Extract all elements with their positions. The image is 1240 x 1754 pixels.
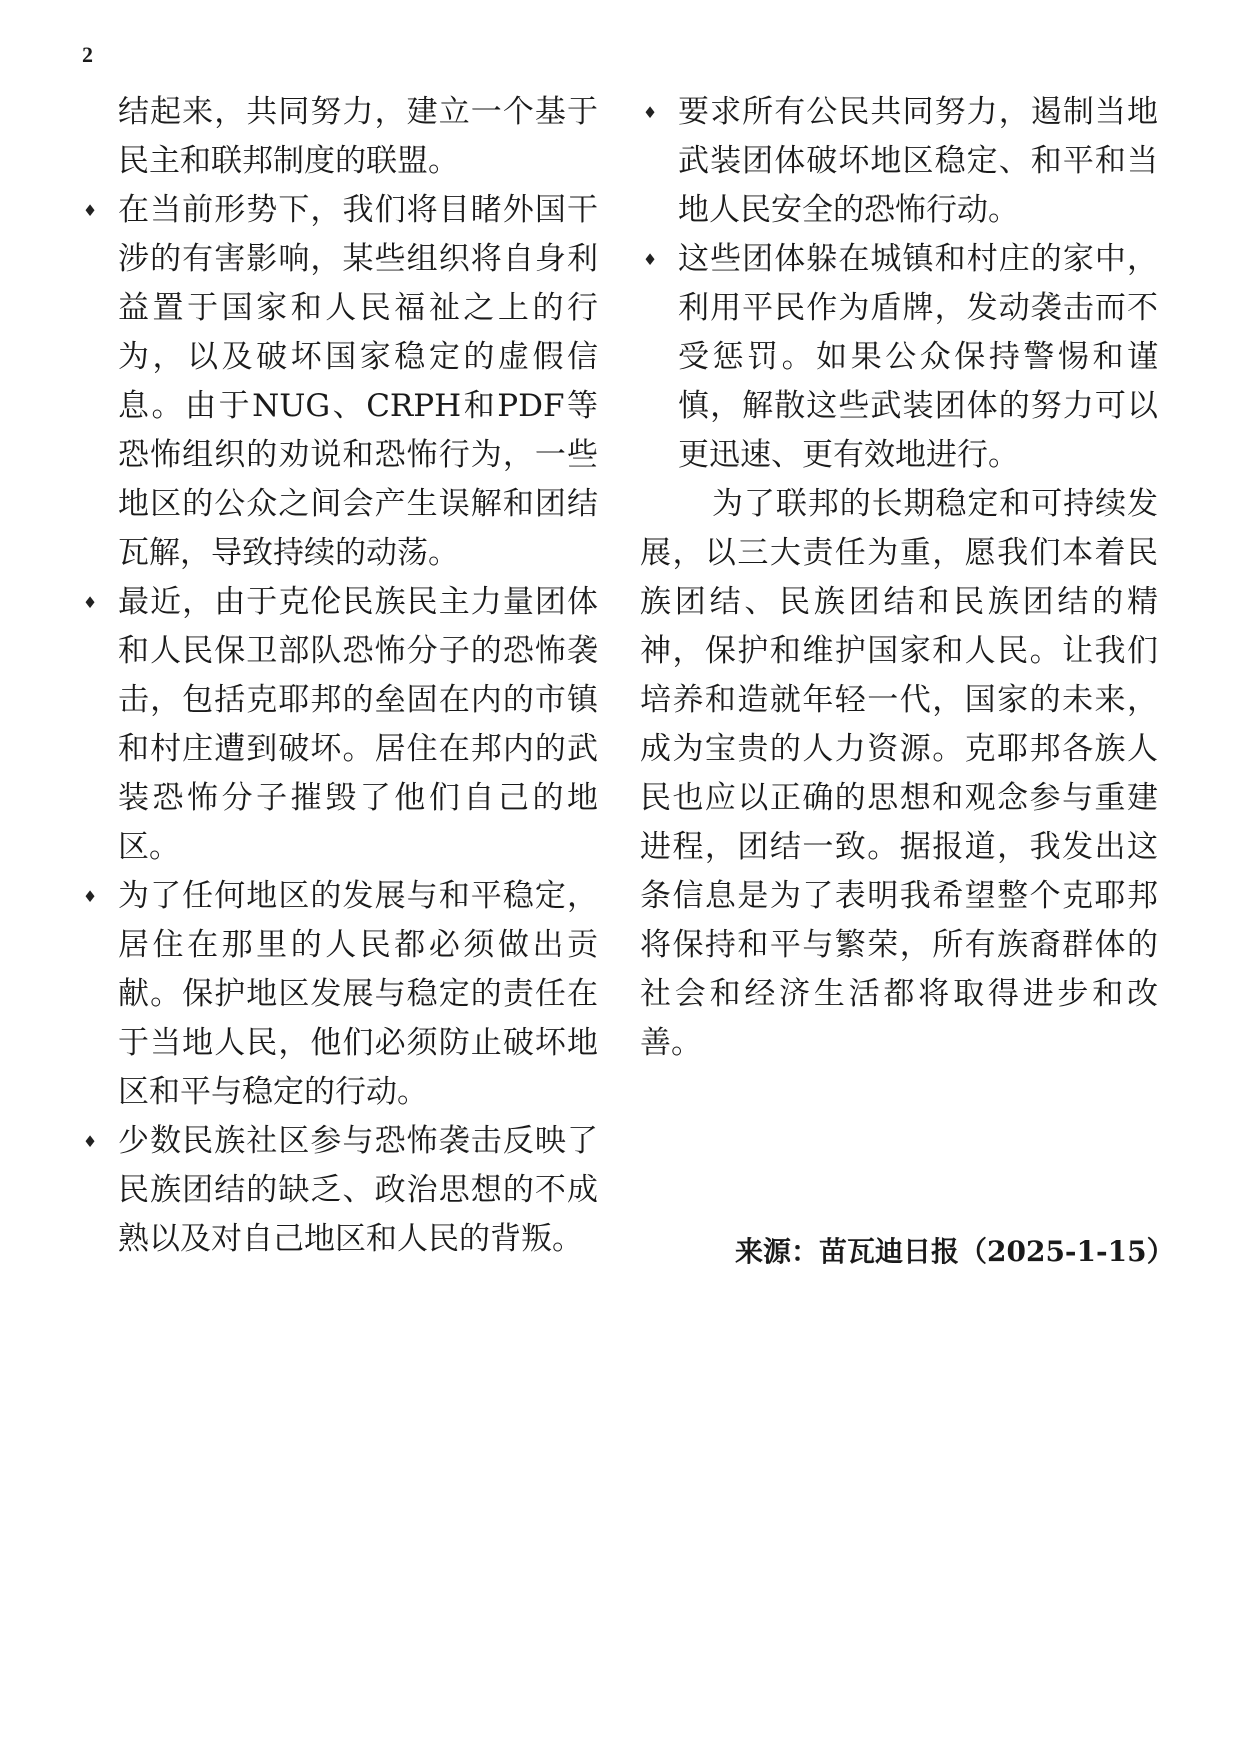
bullet-text: 少数民族社区参与恐怖袭击反映了民族团结的缺乏、政治思想的不成熟以及对自己地区和人民的背叛。 bbox=[118, 1123, 598, 1257]
page-number: 2 bbox=[82, 42, 93, 67]
bullet-text: 在当前形势下，我们将目睹外国干涉的有害影响，某些组织将自身利益置于国家和人民福祉之上的行为，以及破坏国家稳定的虚假信息。由于NUG、CRPH和PDF等恐怖组织的劝说和恐怖行为，一些地区的公众之间会产生误解和团结瓦解，导致持续的动荡。 bbox=[118, 192, 598, 571]
bullet-item bbox=[642, 235, 1158, 480]
diamond-bullet-icon: ♦ bbox=[82, 593, 98, 612]
left-column bbox=[82, 88, 598, 1264]
right-column bbox=[640, 88, 1158, 1068]
diamond-bullet-icon: ♦ bbox=[642, 250, 658, 269]
bullet-text: 最近，由于克伦民族民主力量团体和人民保卫部队恐怖分子的恐怖袭击，包括克耶邦的垒固在内的市镇和村庄遭到破坏。居住在邦内的武装恐怖分子摧毁了他们自己的地区。 bbox=[118, 584, 598, 865]
diamond-bullet-icon: ♦ bbox=[642, 103, 658, 122]
diamond-bullet-icon: ♦ bbox=[82, 887, 98, 906]
bullet-text: 这些团体躲在城镇和村庄的家中，利用平民作为盾牌，发动袭击而不受惩罚。如果公众保持警惕和谨慎，解散这些武装团体的努力可以更迅速、更有效地进行。 bbox=[678, 241, 1158, 473]
bullet-item bbox=[642, 88, 1158, 235]
diamond-bullet-icon: ♦ bbox=[82, 1132, 98, 1151]
bullet-text: 要求所有公民共同努力，遏制当地武装团体破坏地区稳定、和平和当地人民安全的恐怖行动。 bbox=[678, 94, 1158, 228]
source-attribution: 来源：苗瓦迪日报（2025-1-15） bbox=[735, 1235, 1175, 1268]
bullet-item bbox=[82, 578, 598, 872]
body-paragraph: 为了联邦的长期稳定和可持续发展，以三大责任为重，愿我们本着民族团结、民族团结和民族团结的精神，保护和维护国家和人民。让我们培养和造就年轻一代，国家的未来，成为宝贵的人力资源。克耶邦各族人民也应以正确的思想和观念参与重建进程，团结一致。据报道，我发出这条信息是为了表明我希望整个克耶邦将保持和平与繁荣，所有族裔群体的社会和经济生活都将取得进步和改善。 bbox=[640, 486, 1158, 1061]
bullet-item bbox=[82, 186, 598, 578]
bullet-item bbox=[82, 872, 598, 1117]
diamond-bullet-icon: ♦ bbox=[82, 201, 98, 220]
bullet-text: 为了任何地区的发展与和平稳定，居住在那里的人民都必须做出贡献。保护地区发展与稳定的责任在于当地人民，他们必须防止破坏地区和平与稳定的行动。 bbox=[118, 878, 598, 1110]
continued-text: 结起来，共同努力，建立一个基于民主和联邦制度的联盟。 bbox=[118, 94, 598, 179]
bullet-item bbox=[82, 1117, 598, 1264]
